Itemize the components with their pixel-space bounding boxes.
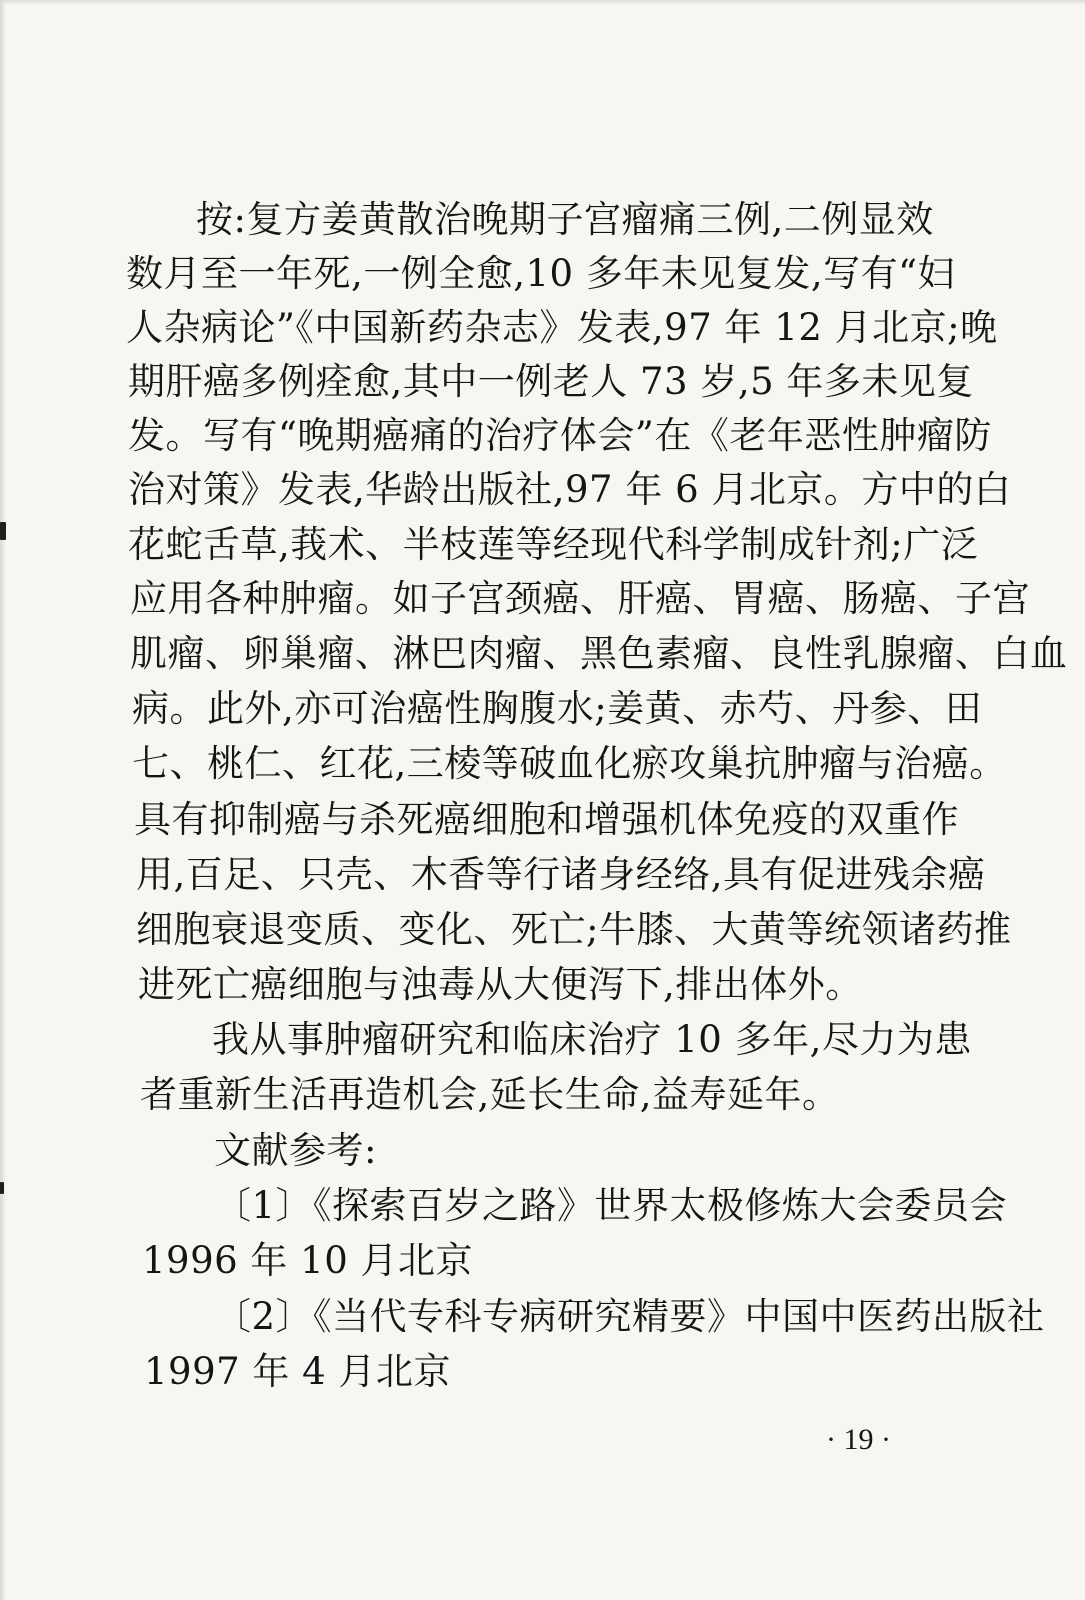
- scan-edge-left: [0, 0, 6, 1600]
- reference-item-continued: 1997 年 4 月北京: [144, 1350, 451, 1393]
- body-line: 发。写有“晚期癌痛的治疗体会”在《老年恶性肿瘤防: [128, 414, 992, 457]
- reference-item: 〔1〕《探索百岁之路》世界太极修炼大会委员会: [214, 1184, 1008, 1227]
- references-heading: 文献参考:: [214, 1129, 377, 1172]
- body-line: 数月至一年死,一例全愈,10 多年未见复发,写有“妇: [126, 252, 956, 295]
- page-number: · 19 ·: [826, 1423, 891, 1456]
- body-line: 按:复方姜黄散治晚期子宫瘤痛三例,二例显效: [196, 198, 934, 241]
- body-line: 病。此外,亦可治癌性胸腹水;姜黄、赤芍、丹参、田: [132, 687, 983, 730]
- body-line: 七、桃仁、红花,三棱等破血化瘀攻巢抗肿瘤与治癌。: [132, 742, 1007, 785]
- body-line: 肌瘤、卵巢瘤、淋巴肉瘤、黑色素瘤、良性乳腺瘤、白血: [130, 632, 1068, 675]
- body-line: 用,百足、只壳、木香等行诸身经络,具有促进残余癌: [136, 853, 986, 896]
- body-line: 花蛇舌草,莪术、半枝莲等经现代科学制成针剂;广泛: [128, 523, 979, 566]
- body-line: 细胞衰退变质、变化、死亡;牛膝、大黄等统领诸药推: [136, 908, 1012, 951]
- scan-mark: [0, 522, 6, 540]
- body-line: 进死亡癌细胞与浊毒从大便泻下,排出体外。: [138, 963, 863, 1006]
- body-line: 具有抑制癌与杀死癌细胞和增强机体免疫的双重作: [134, 798, 959, 841]
- scan-edge-top: [0, 0, 1085, 5]
- body-line: 应用各种肿瘤。如子宫颈癌、肝癌、胃癌、肠癌、子宫: [130, 577, 1030, 620]
- body-line: 治对策》发表,华龄出版社,97 年 6 月北京。方中的白: [128, 468, 1012, 511]
- body-line: 期肝癌多例痊愈,其中一例老人 73 岁,5 年多未见复: [128, 360, 974, 403]
- body-line: 者重新生活再造机会,延长生命,益寿延年。: [140, 1073, 840, 1116]
- reference-item: 〔2〕《当代专科专病研究精要》中国中医药出版社: [214, 1295, 1045, 1338]
- scan-mark: [0, 1182, 4, 1194]
- reference-item-continued: 1996 年 10 月北京: [142, 1239, 474, 1282]
- body-line: 人杂病论”《中国新药杂志》发表,97 年 12 月北京;晚: [126, 306, 998, 349]
- body-line: 我从事肿瘤研究和临床治疗 10 多年,尽力为患: [212, 1018, 972, 1061]
